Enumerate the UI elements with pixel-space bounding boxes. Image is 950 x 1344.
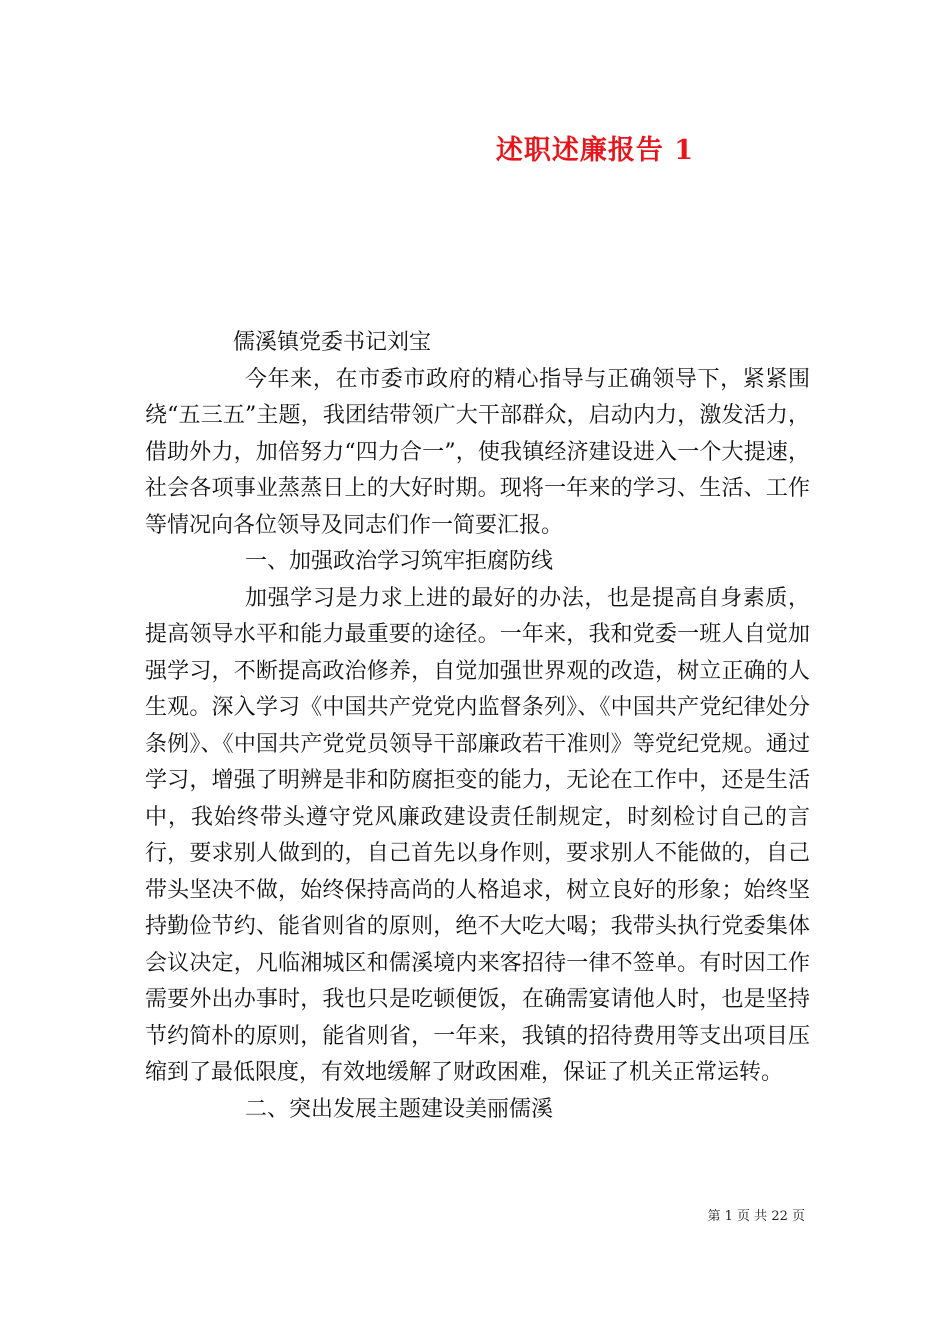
author-line: 儒溪镇党委书记刘宝 (233, 330, 432, 355)
document-title: 述职述廉报告 1 (495, 135, 695, 166)
section-heading-1: 一、加强政治学习筑牢拒腐防线 (245, 549, 554, 574)
paragraph-intro: 今年来，在市委市政府的精心指导与正确领导下，紧紧围绕“五三五”主题，我团结带领广大干部群众，启动内力，激发活力，借助外力，加倍努力“四力合一”，使我镇经济建设进入一个大提速，社会各项事业蒸蒸日上的大好时期。现将一年来的学习、生活、工作等情况向各位领导及同志们作一简要汇报。 (145, 366, 810, 538)
paragraph-study: 加强学习是力求上进的最好的办法，也是提高自身素质，提高领导水平和能力最重要的途径。一年来，我和党委一班人自觉加强学习，不断提高政治修养，自觉加强世界观的改造，树立正确的人生观。深入学习《中国共产党党内监督条列》、《中国共产党纪律处分条例》、《中国共产党党员领导干部廉政若干准则》等党纪党规。通过学习，增强了明辨是非和防腐拒变的能力，无论在工作中，还是生活中，我始终带头遵守党风廉政建设责任制规定，时刻检讨自己的言行，要求别人做到的，自己首先以身作则，要求别人不能做的，自己带头坚决不做，始终保持高尚的人格追求，树立良好的形象；始终坚持勤俭节约、能省则省的原则，绝不大吃大喝；我带头执行党委集体会议决定，凡临湘城区和儒溪境内来客招待一律不签单。有时因工作需要外出办事时，我也只是吃顿便饭，在确需宴请他人时，也是坚持节约简朴的原则，能省则省，一年来，我镇的招待费用等支出项目压缩到了最低限度，有效地缓解了财政困难，保证了机关正常运转。 (145, 585, 810, 1085)
document-body (145, 325, 810, 1128)
page-number-footer: 第 1 页 共 22 页 (707, 1209, 805, 1224)
section-heading-2: 二、突出发展主题建设美丽儒溪 (245, 1096, 554, 1122)
